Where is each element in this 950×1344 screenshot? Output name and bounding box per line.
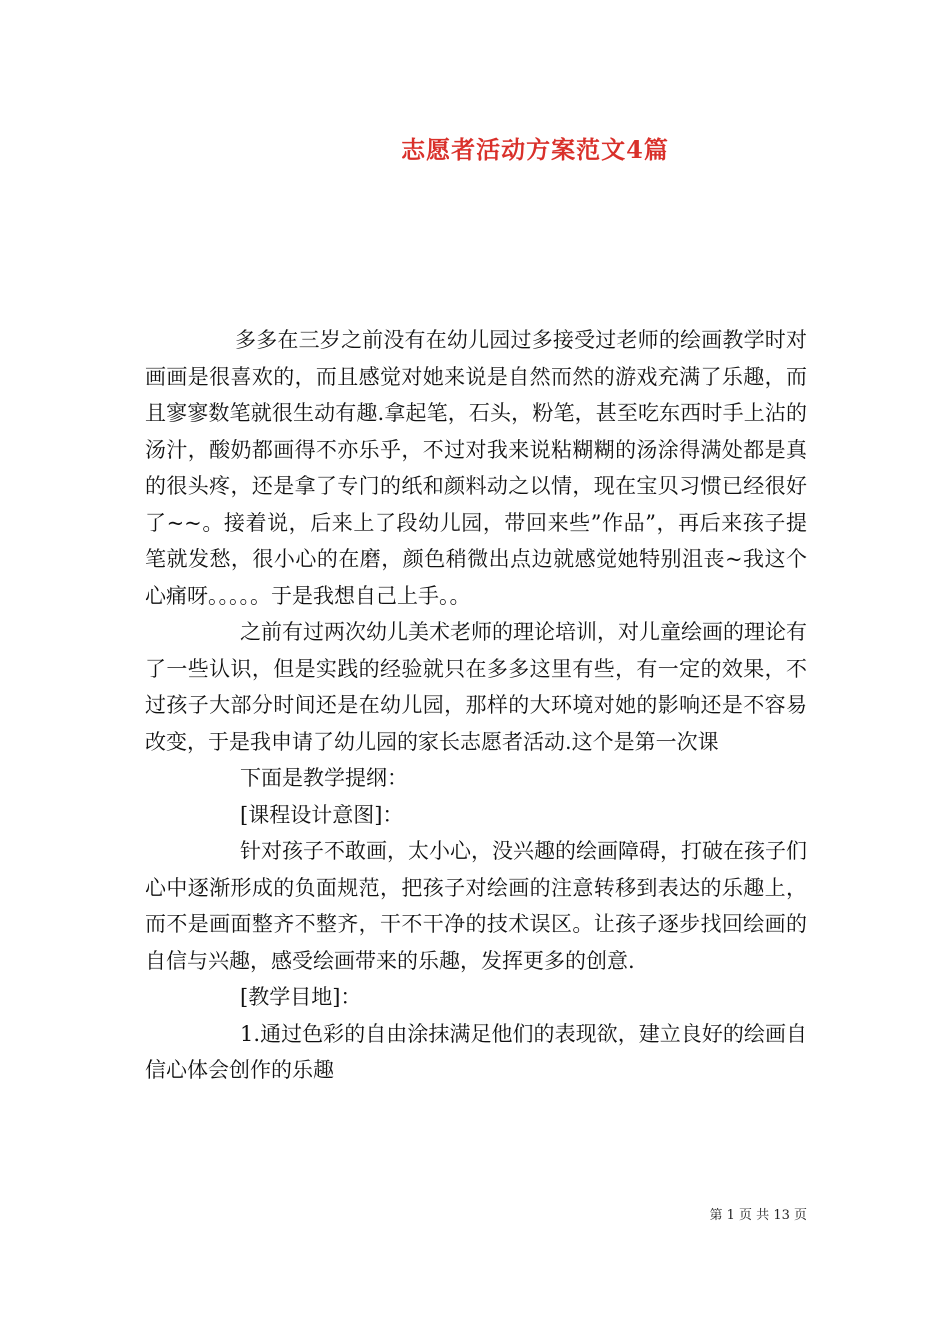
document-title: 志愿者活动方案范文4篇 xyxy=(401,135,669,164)
paragraph-goals-heading: [教学目地]： xyxy=(240,985,362,1009)
paragraph-design-intent-heading: [课程设计意图]： xyxy=(240,802,404,827)
paragraph-1: 多多在三岁之前没有在幼儿园过多接受过老师的绘画教学时对画画是很喜欢的，而且感觉对她来说是自然而然的游戏充满了乐趣，而且寥寥数笔就很生动有趣.拿起笔，石头，粉笔，甚至吃东西时手上沾的汤汁，酸奶都画得不亦乐乎，不过对我来说粘糊糊的汤涂得满处都是真的很头疼，还是拿了专门的纸和颜料动之以情，现在宝贝习惯已经很好了~~。接着说，后来上了段幼儿园，带回来些”作品”，再后来孩子提笔就发愁，很小心的在磨，颜色稍微出点边就感觉她特别沮丧~我这个心痛呀。。。。。于是我想自己上手。。 xyxy=(145,328,807,608)
paragraph-2: 之前有过两次幼儿美术老师的理论培训，对儿童绘画的理论有了一些认识，但是实践的经验就只在多多这里有些，有一定的效果，不过孩子大部分时间还是在幼儿园，那样的大环境对她的影响还是不容易改变，于是我申请了幼儿园的家长志愿者活动.这个是第一次课 xyxy=(145,620,807,754)
paragraph-outline-intro: 下面是教学提纲： xyxy=(240,766,408,790)
paragraph-design-intent: 针对孩子不敢画，太小心，没兴趣的绘画障碍，打破在孩子们心中逐渐形成的负面规范，把孩子对绘画的注意转移到表达的乐趣上，而不是画面整齐不整齐，干不干净的技术误区。让孩子逐步找回绘画的自信与兴趣，感受绘画带来的乐趣，发挥更多的创意. xyxy=(145,839,807,973)
paragraph-goal-1: 1.通过色彩的自由涂抹满足他们的表现欲，建立良好的绘画自信心体会创作的乐趣 xyxy=(145,1021,807,1082)
page-footer: 第 1 页 共 13 页 xyxy=(709,1208,807,1223)
document-body xyxy=(145,322,807,1089)
